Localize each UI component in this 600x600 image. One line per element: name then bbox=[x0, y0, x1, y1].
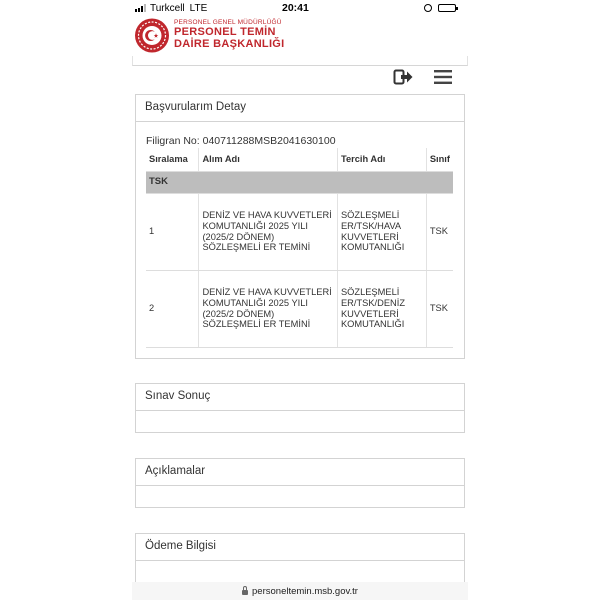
main-content bbox=[132, 56, 468, 582]
org-title-line2: DAİRE BAŞKANLIĞI bbox=[174, 37, 285, 50]
battery-icon bbox=[438, 4, 456, 12]
exam-result-title: Sınav Sonuç bbox=[136, 384, 464, 411]
table-row bbox=[146, 193, 453, 270]
cell-rank: 1 bbox=[146, 193, 199, 270]
cell-class: TSK bbox=[426, 270, 453, 347]
ministry-emblem-icon[interactable] bbox=[134, 17, 170, 54]
notes-title: Açıklamalar bbox=[136, 459, 464, 486]
table-row bbox=[146, 270, 453, 347]
status-bar bbox=[132, 0, 468, 16]
payment-info-panel bbox=[135, 533, 465, 583]
org-subtitle: PERSONEL GENEL MÜDÜRLÜĞÜ bbox=[174, 19, 282, 26]
cell-intake-name: DENİZ VE HAVA KUVVETLERİ KOMUTANLIĞI 2025 YILI (2025/2 DÖNEM) SÖZLEŞMELİ ER TEMİNİ bbox=[199, 270, 338, 347]
url-text: personeltemin.msb.gov.tr bbox=[252, 585, 358, 597]
orientation-lock-icon bbox=[424, 4, 432, 12]
cell-rank: 2 bbox=[146, 270, 199, 347]
browser-url-bar[interactable] bbox=[132, 582, 468, 600]
column-header-preference: Tercih Adı bbox=[337, 148, 426, 171]
cell-preference: SÖZLEŞMELİ ER/TSK/DENİZ KUVVETLERİ KOMUTANLIĞI bbox=[337, 270, 426, 347]
applications-table bbox=[146, 148, 453, 348]
applications-panel-title: Başvurularım Detay bbox=[136, 95, 464, 122]
site-header bbox=[132, 16, 468, 56]
table-header-row bbox=[146, 148, 453, 171]
watermark-number: Filigran No: 040711288MSB2041630100 bbox=[146, 135, 336, 147]
column-header-class: Sınıf bbox=[426, 148, 453, 171]
column-header-rank: Sıralama bbox=[146, 148, 199, 171]
exam-result-panel bbox=[135, 383, 465, 433]
carrier-name: Turkcell bbox=[150, 2, 185, 14]
logout-icon[interactable] bbox=[393, 69, 413, 85]
notes-panel bbox=[135, 458, 465, 508]
group-label: TSK bbox=[146, 171, 453, 193]
hamburger-menu-icon[interactable] bbox=[434, 69, 452, 85]
org-title-line1: PERSONEL TEMİN bbox=[174, 26, 276, 38]
signal-strength-icon bbox=[135, 4, 146, 12]
applications-detail-panel bbox=[135, 94, 465, 359]
payment-info-title: Ödeme Bilgisi bbox=[136, 534, 464, 561]
column-header-intake: Alım Adı bbox=[199, 148, 338, 171]
lock-icon bbox=[242, 590, 248, 595]
cell-intake-name: DENİZ VE HAVA KUVVETLERİ KOMUTANLIĞI 2025 YILI (2025/2 DÖNEM) SÖZLEŞMELİ ER TEMİNİ bbox=[199, 193, 338, 270]
network-type: LTE bbox=[189, 2, 208, 14]
org-title[interactable] bbox=[174, 27, 285, 50]
status-time: 20:41 bbox=[282, 2, 309, 14]
cell-preference: SÖZLEŞMELİ ER/TSK/HAVA KUVVETLERİ KOMUTANLIĞI bbox=[337, 193, 426, 270]
top-strip bbox=[132, 56, 468, 66]
table-group-row bbox=[146, 171, 453, 193]
cell-class: TSK bbox=[426, 193, 453, 270]
